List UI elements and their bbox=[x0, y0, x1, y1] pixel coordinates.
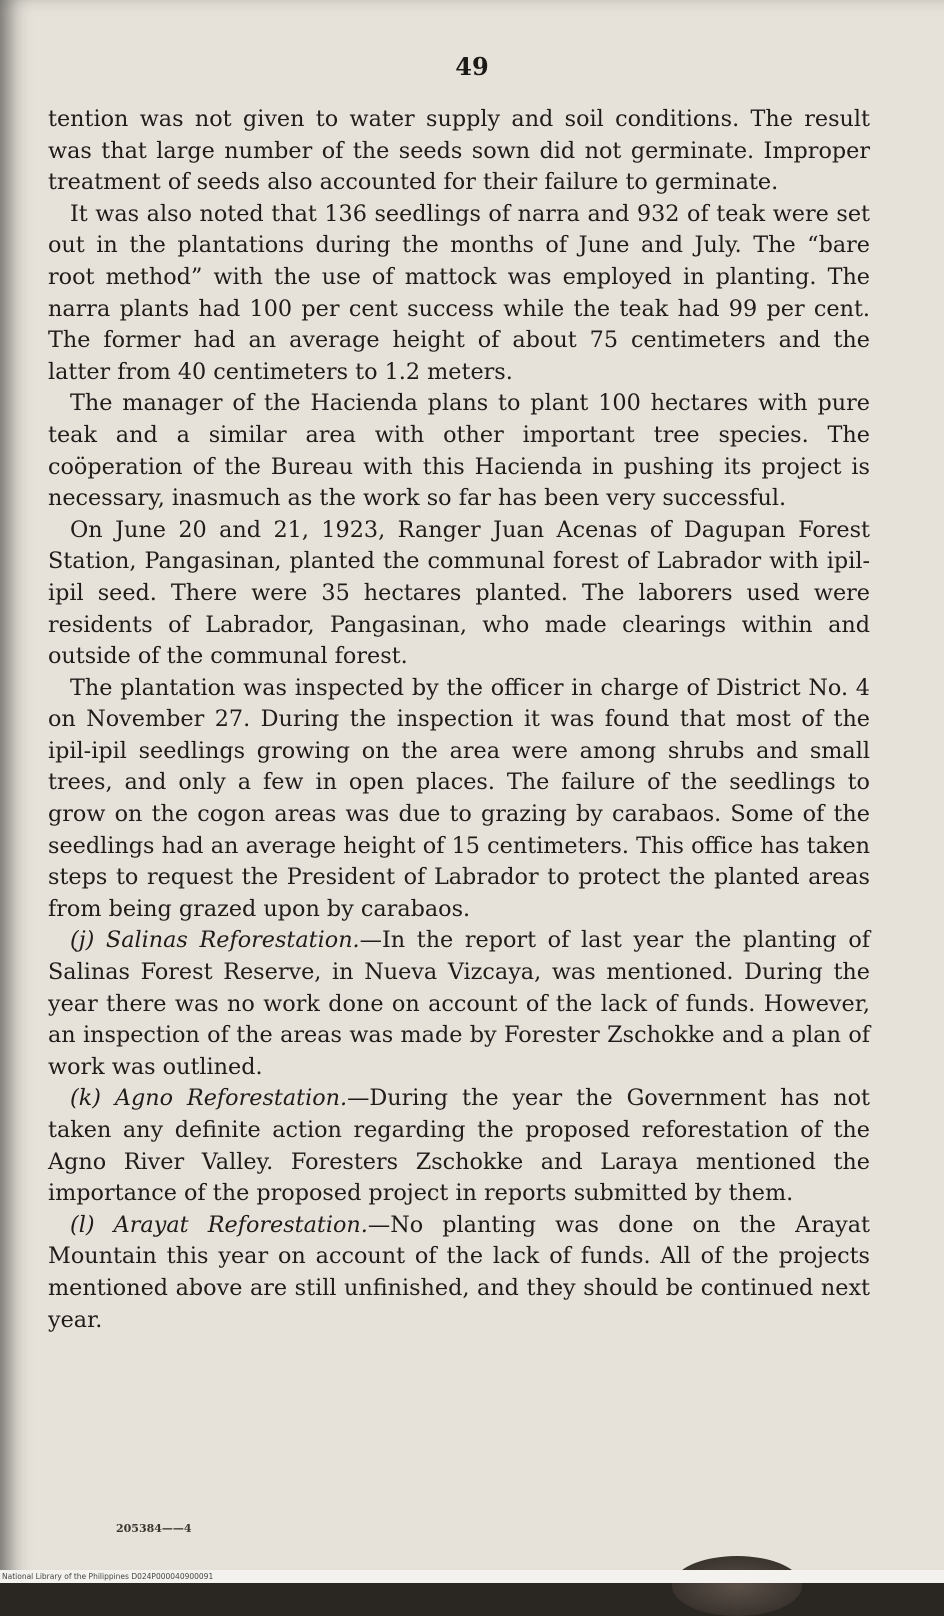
paragraph-3 bbox=[48, 388, 870, 514]
section-heading-arayat: (l) Arayat Reforestation. bbox=[70, 1211, 368, 1238]
paragraph-2-text: It was also noted that 136 seedlings of narra and 932 of teak were set out in the plantations during the months of June and July. The “bare root method” with the use of mattock was employed in planting. The narra plants had 100 per cent success while the teak had 99 per cent. The former had an average height of about 75 centimeters and the latter from 40 centimeters to 1.2 meters. bbox=[48, 200, 870, 385]
paragraph-4 bbox=[48, 515, 870, 673]
section-heading-agno: (k) Agno Reforestation. bbox=[70, 1085, 348, 1112]
paragraph-1-text: tention was not given to water supply and soil conditions. The result was that large number of the seeds sown did not germinate. Improper treatment of seeds also accounted for their failure to germinate. bbox=[48, 106, 870, 196]
paragraph-1 bbox=[48, 104, 870, 199]
body-text bbox=[48, 104, 870, 1336]
paragraph-arayat-text: —No planting was done on the Arayat Mountain this year on account of the lack of funds. All of the projects mentioned above are still unfinished, and they should be continued next year. bbox=[48, 1211, 870, 1333]
paragraph-4-text: On June 20 and 21, 1923, Ranger Juan Acenas of Dagupan Forest Station, Pangasinan, planted the communal forest of Labrador with ipil-ipil seed. There were 35 hectares planted. The laborers used were residents of Labrador, Pangasinan, who made clearings within and outside of the communal forest. bbox=[48, 516, 870, 670]
scan-footer: National Library of the Philippines D024P000040900091 bbox=[0, 1570, 944, 1583]
section-heading-salinas: (j) Salinas Reforestation. bbox=[70, 927, 360, 954]
paragraph-salinas-text: —In the report of last year the planting of Salinas Forest Reserve, in Nueva Vizcaya, was mentioned. During the year there was no work done on account of the lack of funds. However, an inspection of the areas was made by Forester Zschokke and a plan of work was outlined. bbox=[48, 927, 870, 1080]
paragraph-arayat bbox=[48, 1210, 870, 1336]
paragraph-5-text: The plantation was inspected by the officer in charge of District No. 4 on November 27. During the inspection it was found that most of the ipil-ipil seedlings growing on the area were among shrubs and small trees, and only a few in open places. The failure of the seedlings to grow on the cogon areas was due to grazing by carabaos. Some of the seedlings had an average height of 15 centimeters. This office has taken steps to request the President of Labrador to protect the planted areas from being grazed upon by carabaos. bbox=[48, 674, 870, 922]
printer-signature-mark: 205384——4 bbox=[116, 1522, 192, 1535]
paragraph-3-text: The manager of the Hacienda plans to plant 100 hectares with pure teak and a similar area with other important tree species. The coöperation of the Bureau with this Hacienda in pushing its project is necessary, inasmuch as the work so far has been very successful. bbox=[48, 390, 870, 512]
paragraph-agno bbox=[48, 1083, 870, 1209]
paragraph-5 bbox=[48, 673, 870, 926]
paragraph-2 bbox=[48, 199, 870, 389]
paragraph-salinas bbox=[48, 925, 870, 1083]
scanner-thumb-shadow bbox=[672, 1556, 802, 1616]
page-number: 49 bbox=[455, 52, 489, 81]
paragraph-agno-text: —During the year the Government has not taken any definite action regarding the proposed reforestation of the Agno River Valley. Foresters Zschokke and Laraya mentioned the importance of the proposed project in reports submitted by them. bbox=[48, 1085, 870, 1207]
